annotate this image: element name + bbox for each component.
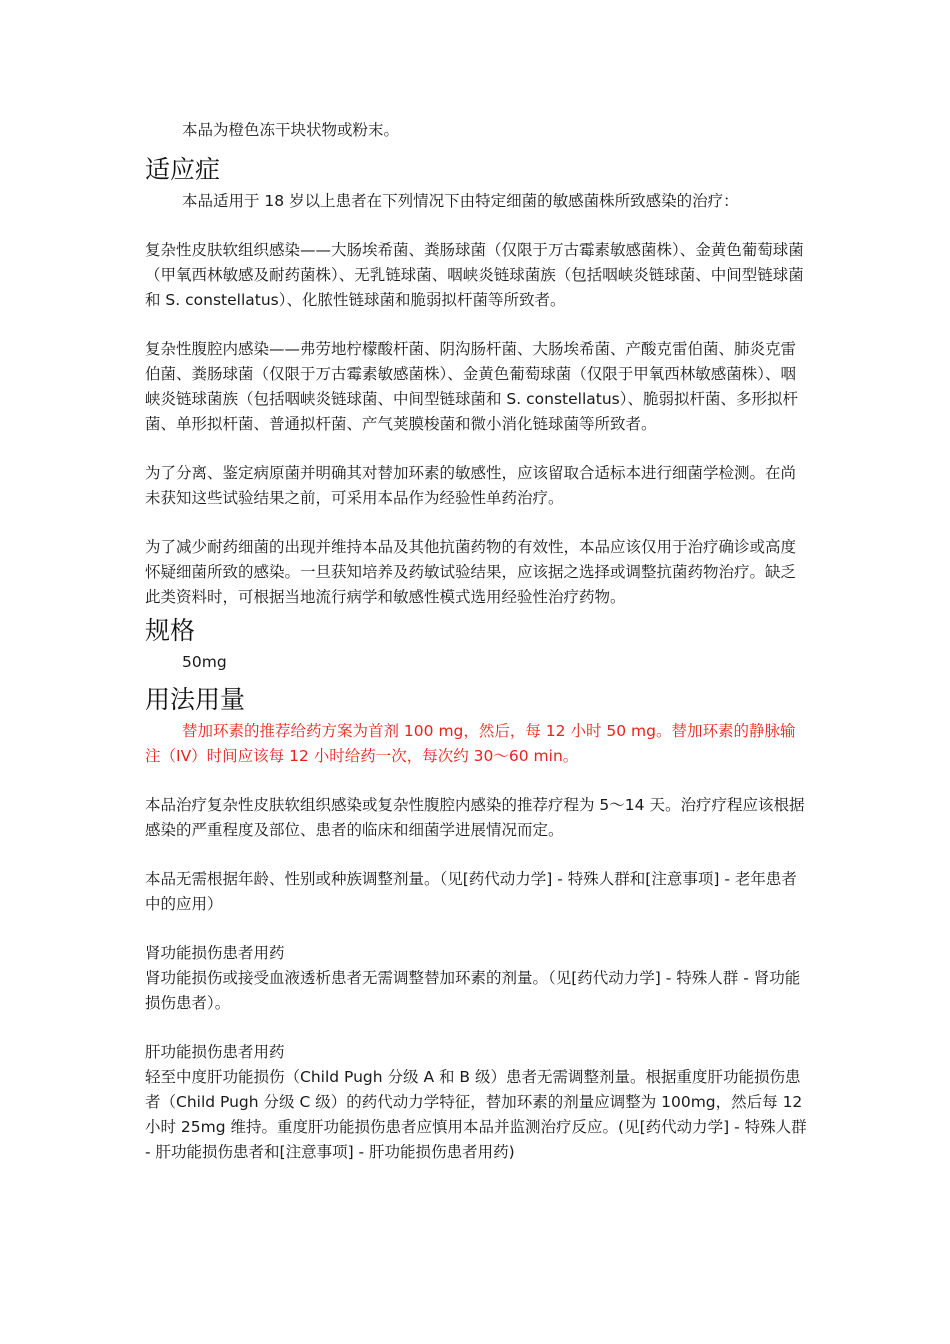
renal-subheading: 肾功能损伤患者用药	[145, 944, 285, 962]
dosage-course-paragraph: 本品治疗复杂性皮肤软组织感染或复杂性腹腔内感染的推荐疗程为 5～14 天。治疗疗程应该根据感染的严重程度及部位、患者的临床和细菌学进展情况而定。	[145, 796, 805, 839]
indication-isolation-paragraph: 为了分离、鉴定病原菌并明确其对替加环素的敏感性，应该留取合适标本进行细菌学检测。在尚未获知这些试验结果之前，可采用本品作为经验性单药治疗。	[145, 464, 797, 507]
spec-value: 50mg	[182, 653, 227, 671]
dosage-no-adjust-paragraph: 本品无需根据年龄、性别或种族调整剂量。（见[药代动力学] - 特殊人群和[注意事项] - 老年患者中的应用）	[145, 870, 797, 913]
hepatic-paragraph: 轻至中度肝功能损伤（Child Pugh 分级 A 和 B 级）患者无需调整剂量。根据重度肝功能损伤患者（Child Pugh 分级 C 级）的药代动力学特征，替加环素的剂量应调整为 100mg，然后每 12 小时 25mg 维持。重度肝功能损伤患者应慎用本品并监测治疗反应。(见[药代动力学] - 特殊人群 - 肝功能损伤患者和[注意事项] - 肝功能损伤患者用药)	[145, 1068, 807, 1161]
spec-heading: 规格	[145, 616, 196, 645]
dosage-regimen-paragraph: 替加环素的推荐给药方案为首剂 100 mg，然后，每 12 小时 50 mg。替加环素的静脉输注（IV）时间应该每 12 小时给药一次，每次约 30～60 min。	[145, 722, 796, 765]
indication-skin-paragraph: 复杂性皮肤软组织感染——大肠埃希菌、粪肠球菌（仅限于万古霉素敏感菌株）、金黄色葡萄球菌（甲氧西林敏感及耐药菌株）、无乳链球菌、咽峡炎链球菌族（包括咽峡炎链球菌、中间型链球菌和 S. constellatus）、化脓性链球菌和脆弱拟杆菌等所致者。	[145, 241, 804, 309]
renal-paragraph: 肾功能损伤或接受血液透析患者无需调整替加环素的剂量。（见[药代动力学] - 特殊人群 - 肾功能损伤患者）。	[145, 969, 801, 1012]
document-page	[145, 118, 810, 1165]
dosage-heading: 用法用量	[145, 685, 246, 714]
indications-intro: 本品适用于 18 岁以上患者在下列情况下由特定细菌的敏感菌株所致感染的治疗：	[182, 192, 739, 210]
hepatic-subheading: 肝功能损伤患者用药	[145, 1043, 285, 1061]
appearance-text: 本品为橙色冻干块状物或粉末。	[182, 121, 400, 139]
indication-resistance-paragraph: 为了减少耐药细菌的出现并维持本品及其他抗菌药物的有效性，本品应该仅用于治疗确诊或高度怀疑细菌所致的感染。一旦获知培养及药敏试验结果，应该据之选择或调整抗菌药物治疗。缺乏此类资料时，可根据当地流行病学和敏感性模式选用经验性治疗药物。	[145, 538, 797, 606]
indication-abdominal-paragraph: 复杂性腹腔内感染——弗劳地柠檬酸杆菌、阴沟肠杆菌、大肠埃希菌、产酸克雷伯菌、肺炎克雷伯菌、粪肠球菌（仅限于万古霉素敏感菌株）、金黄色葡萄球菌（仅限于甲氧西林敏感菌株）、咽峡炎链球菌族（包括咽峡炎链球菌、中间型链球菌和 S. constellatus）、脆弱拟杆菌、多形拟杆菌、单形拟杆菌、普通拟杆菌、产气荚膜梭菌和微小消化链球菌等所致者。	[145, 340, 798, 433]
indications-heading: 适应症	[145, 155, 221, 184]
